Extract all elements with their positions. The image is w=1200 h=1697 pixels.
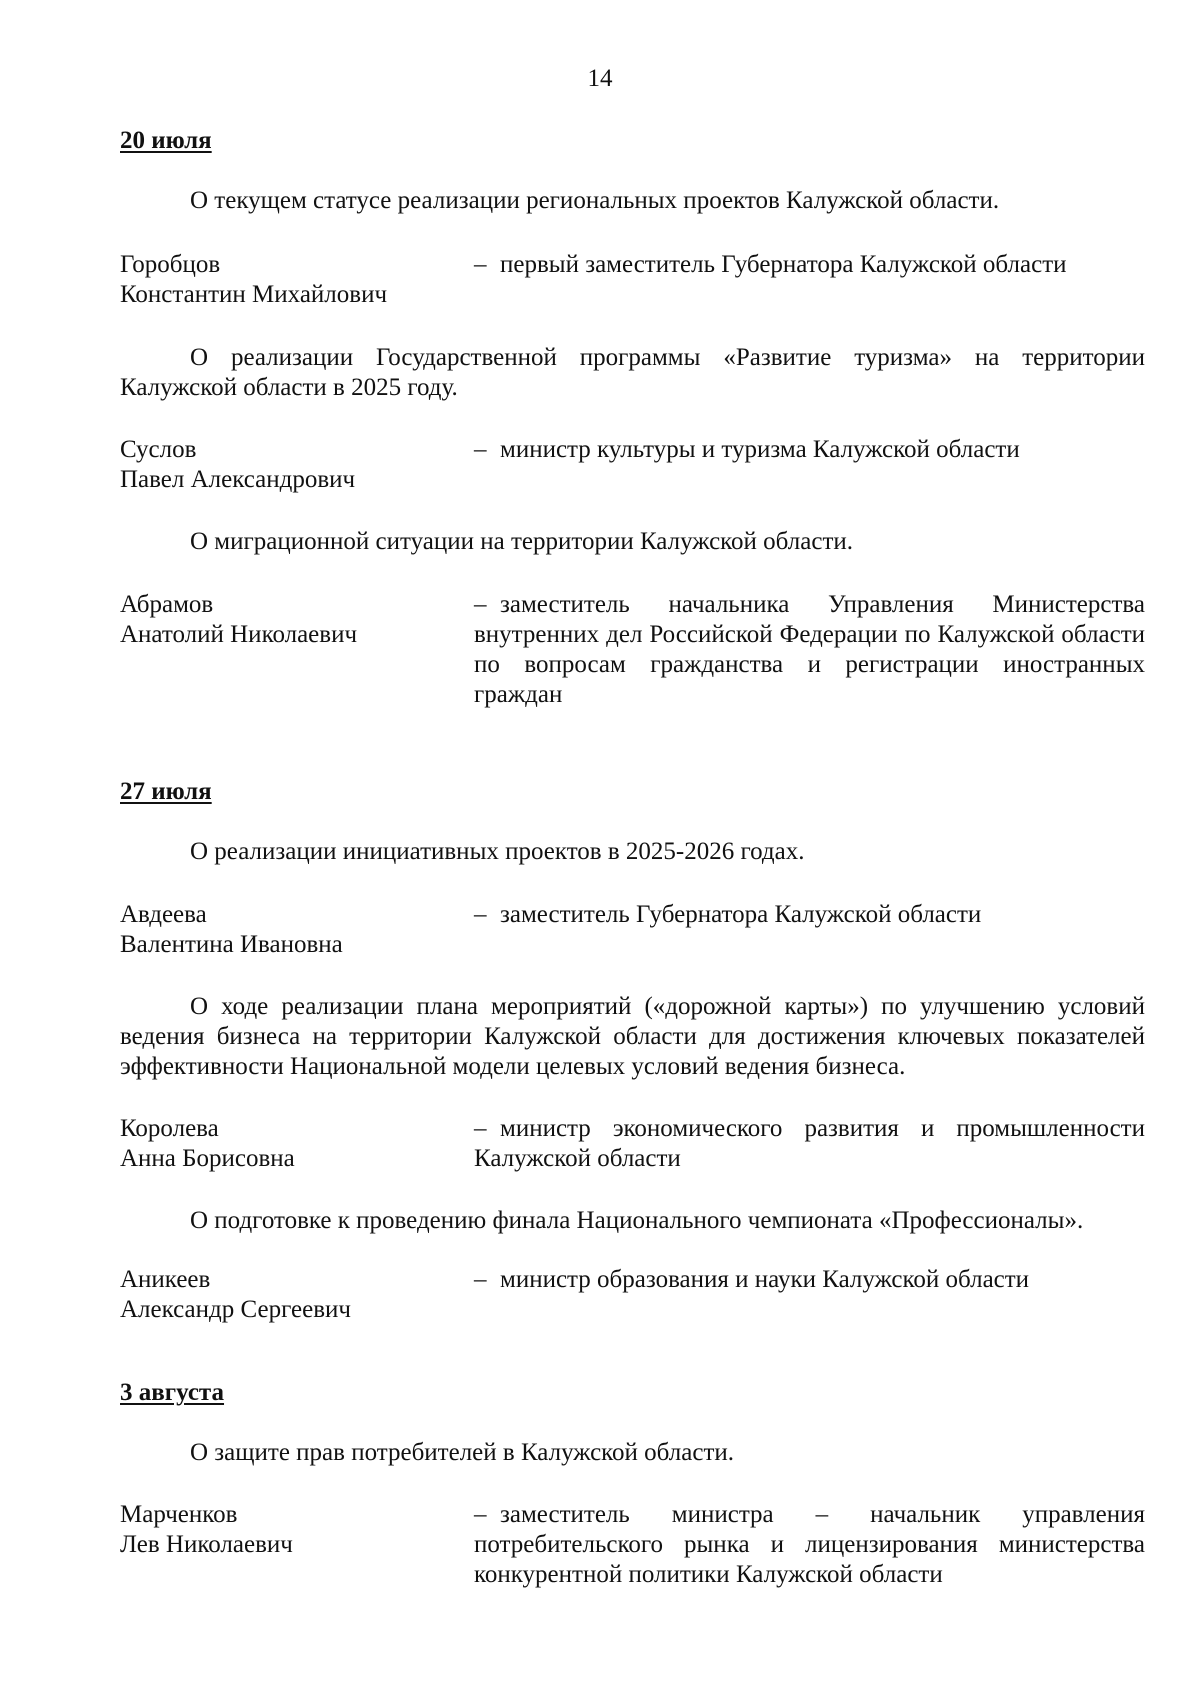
- speaker-name: [120, 435, 450, 495]
- speaker-surname: Королева: [120, 1115, 219, 1142]
- speaker-given-names: Павел Александрович: [120, 466, 356, 493]
- agenda-topic: О реализации Государственной программы «Развитие туризма» на территории Калужской области в 2025 году.: [120, 344, 1145, 401]
- role-dash: –: [474, 251, 487, 278]
- speaker-role: [474, 1500, 1145, 1590]
- speaker-role: [474, 1114, 1145, 1174]
- section-date: 20 июля: [120, 127, 212, 154]
- agenda-topic: О текущем статусе реализации региональных проектов Калужской области.: [190, 187, 1000, 214]
- speaker-role: [474, 435, 1145, 465]
- speaker-role: [474, 590, 1145, 710]
- speaker-name: [120, 1265, 450, 1325]
- role-text: заместитель Губернатора Калужской области: [500, 901, 982, 928]
- speaker-given-names: Константин Михайлович: [120, 281, 388, 308]
- speaker-surname: Авдеева: [120, 901, 207, 928]
- speaker-surname: Горобцов: [120, 251, 221, 278]
- role-dash: –: [474, 436, 487, 463]
- speaker-name: [120, 590, 450, 650]
- speaker-name: [120, 900, 450, 960]
- speaker-given-names: Лев Николаевич: [120, 1531, 293, 1558]
- speaker-role: [474, 1265, 1145, 1295]
- agenda-topic: О подготовке к проведению финала Национального чемпионата «Профессионалы».: [190, 1207, 1084, 1234]
- agenda-topic: О ходе реализации плана мероприятий («дорожной карты») по улучшению условий ведения бизнеса на территории Калужской области для достижения ключевых показателей эффективности Национальной модели целевых условий ведения бизнеса.: [120, 993, 1145, 1080]
- speaker-role: [474, 900, 1145, 930]
- role-dash: –: [474, 1266, 487, 1293]
- speaker-name: [120, 1114, 450, 1174]
- agenda-topic: О миграционной ситуации на территории Калужской области.: [190, 528, 854, 555]
- section-date: 27 июля: [120, 778, 212, 805]
- role-dash: –: [474, 1115, 487, 1142]
- speaker-surname: Абрамов: [120, 591, 214, 618]
- speaker-name: [120, 1500, 450, 1560]
- role-text: заместитель начальника Управления Министерства внутренних дел Российской Федерации по Калужской области по вопросам гражданства и регистрации иностранных граждан: [474, 591, 1145, 708]
- section-date: 3 августа: [120, 1379, 225, 1406]
- speaker-given-names: Валентина Ивановна: [120, 931, 343, 958]
- speaker-given-names: Анна Борисовна: [120, 1145, 295, 1172]
- agenda-topic: О защите прав потребителей в Калужской области.: [190, 1439, 735, 1466]
- role-dash: –: [474, 901, 487, 928]
- role-text: министр экономического развития и промышленности Калужской области: [474, 1115, 1145, 1172]
- speaker-surname: Аникеев: [120, 1266, 211, 1293]
- agenda-topic: О реализации инициативных проектов в 2025-2026 годах.: [190, 838, 805, 865]
- speaker-surname: Марченков: [120, 1501, 238, 1528]
- role-text: министр культуры и туризма Калужской области: [500, 436, 1020, 463]
- speaker-surname: Суслов: [120, 436, 197, 463]
- speaker-given-names: Александр Сергеевич: [120, 1296, 351, 1323]
- speaker-name: [120, 250, 450, 310]
- speaker-given-names: Анатолий Николаевич: [120, 621, 358, 648]
- page-number: 14: [587, 65, 613, 92]
- role-dash: –: [474, 1501, 487, 1528]
- role-dash: –: [474, 591, 487, 618]
- role-text: заместитель министра – начальник управления потребительского рынка и лицензирования министерства конкурентной политики Калужской области: [474, 1501, 1145, 1588]
- role-text: первый заместитель Губернатора Калужской области: [500, 251, 1067, 278]
- role-text: министр образования и науки Калужской области: [500, 1266, 1030, 1293]
- speaker-role: [474, 250, 1145, 280]
